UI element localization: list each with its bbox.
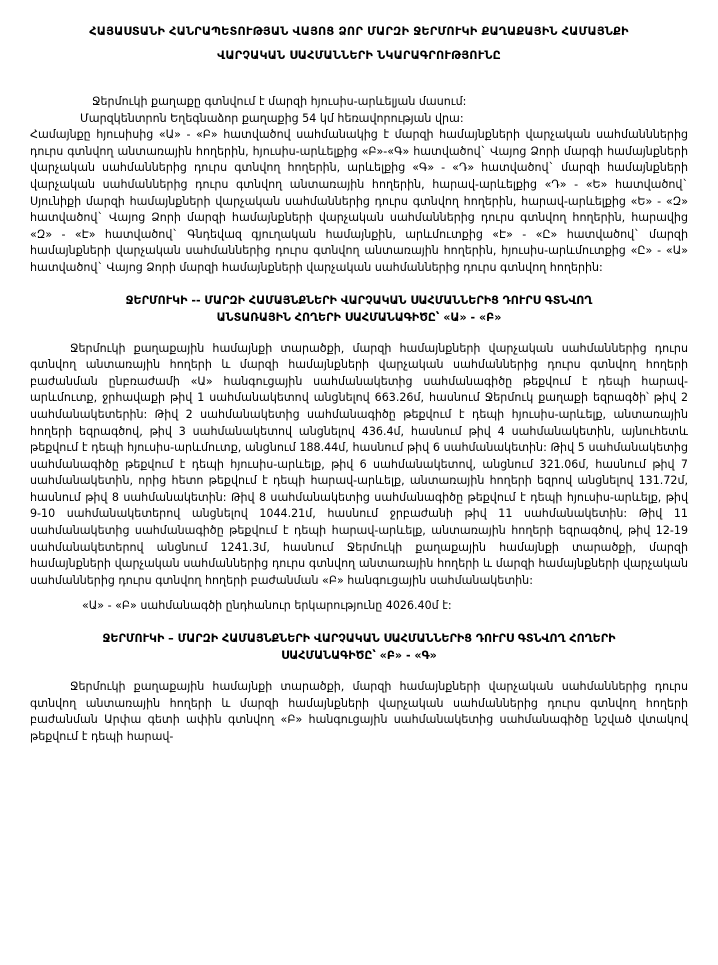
document-title-line-2: ՎԱՐՉԱԿԱՆ ՍԱՀՄԱՆՆԵՐԻ ՆԿԱՐԱԳՐՈՒԹՅՈՒՆԸ (217, 49, 501, 62)
spacer-after-section-2-heading (30, 664, 688, 679)
section-2-heading-line-2: ՍԱՀՄԱՆԱԳԻԾԸ՝ «Բ» - «Գ» (281, 649, 437, 663)
spacer-before-total-1 (30, 589, 688, 598)
section-2-body-text: Ջերմուկի քաղաքային համայնքի տարածքի, մարզի համայնքների վարչական սահմաններից դուրս գտնվող անտառային հողերի և մարզի համայնքների վարչական սահմաններից դուրս գտնվող հողերի բաժանման Արփա գետի ափին գտնվող «Բ» հանգուցային սահմանակետից սահմանագիծը նշված վտակով թեքվում է դեպի հարավ- (30, 680, 688, 743)
section-2-heading (30, 630, 688, 664)
spacer-before-section-1 (30, 277, 688, 292)
spacer-before-section-2 (30, 615, 688, 630)
intro-line-1: Ջերմուկի քաղաքը գտնվում է մարզի հյուսիս-արևելյան մասում: (92, 95, 467, 108)
document-title (30, 20, 688, 68)
section-2-body (30, 679, 688, 745)
paragraph-boundaries-overview: Համայնքը հյուսիսից «Ա» - «Բ» հատվածով սահմանակից է մարզի համայնքների վարչական սահմանններից դուրս գտնվող անտառային հողերին, հյուսիս-արևելքից «Բ»-«Գ» հատվածով` Վայոց Ձորի մարգի համայնքների վարչական սահմաններից դուրս գտնվող հողերին, արևելքից «Գ» - «Դ» հատվածով` մարզի համայնքների վարչական սահմաններից դուրս գտնվող անտառային հողերին, հարավ-արևելքից «Դ» - «Ե» հատվածով` Սյունիքի մարզի համայնքների վարչական սահմաններից դուրս գտնվող հողերին, հարավ-արևելքից «Ե» - «Զ» հատվածով` Վայոց Ձորի մարզի համայնքների վարչական սահմաններից դուրս գտնվող հողերին, հարավից «Զ» - «Է» հատվածով` Գնդեվազ գյուղական համայնքին, արևմուտքից «Է» - «Ը» հատվածով` մարզի համայնքների վարչական սահմաններից դուրս գտնվող անտառային հողերին, հյուսիս-արևմուտքից «Ը» - «Ա» հատվածով` Վայոց Ձորի մարզի համայնքների վարչական սահմաններից դուրս գտնվող հողերին: (30, 128, 688, 274)
section-1-body (30, 341, 688, 590)
section-1-heading-line-1: ՋԵՐՄՈՒԿԻ -- ՄԱՐԶԻ ՀԱՄԱՅՆՔՆԵՐԻ ՎԱՐՉԱԿԱՆ ՍԱՀՄԱՆՆԵՐԻՑ ԴՈՒՐՍ ԳՏՆՎՈՂ (125, 293, 593, 307)
section-1-heading (30, 292, 688, 326)
section-2-heading-line-1: ՋԵՐՄՈՒԿԻ – ՄԱՐԶԻ ՀԱՄԱՅՆՔՆԵՐԻ ՎԱՐՉԱԿԱՆ ՍԱՀՄԱՆՆԵՐԻՑ ԴՈՒՐՍ ԳՏՆՎՈՂ ՀՈՂԵՐԻ (102, 632, 616, 646)
section-1-total-length: «Ա» - «Բ» սահմանագծի ընդհանուր երկարությունը 4026.40մ է: (82, 599, 452, 613)
section-1-body-text: Ջերմուկի քաղաքային համայնքի տարածքի, մարզի համայնքների վարչական սահմաններից դուրս գտնվող անտառային հողերի և մարզի համայնքների վարչական սահմաններից դուրս գտնվող հողերի բաժանման ընբռաժամի «Ա» հանգուցային սահմանակետից սահմանագիծը թեքվում է դեպի հարավ-արևմուտք, ջրհավաքի թիվ 1 սահմանակետով անցնելով 663.26մ, հասնում Ջերմուկ քաղաքի եզրագծի՝ թիվ 2 սահմանակետերին: Թիվ 2 սահմանակետից սահմանագիծը թեքվում է դեպի հյուսիս-արևելք, անտառային հողերի եզրագծով, թիվ 3 սահմանակետով անցնելով 436.4մ, հասնում թիվ 4 սահմանակետին, այնուհետև թեքվում է դեպի հյուսիս-արևմուտք, անցնում 188.44մ, հասնում թիվ 6 սահմանակետին: Թիվ 5 սահմանակետից սահմանագիծը թեքվում է դեպի հյուսիս-արևելք, թիվ 6 սահմանակետով, անցնում 321.06մ, հասնում թիվ 7 սահմանակետին, որից հետո թեքվում է դեպի հարավ-արևելք, անտառային հողերի եզրով անցնելով 131.72մ, հասնում թիվ 8 սահմանակետին: Թիվ 8 սահմանակետից սահմանագիծը թեքվում է դեպի հյուսիս-արևելք, թիվ 9-10 սահմանակետերով անցնելով 1044.21մ, հասնում ջրբաժանի թիվ 11 սահմանակետին: Թիվ 11 սահմանակետից սահմանագիծը թեքվում է դեպի հարավ-արևելք, անտառային հողերի եզրագծով, թիվ 12-19 սահմանակետերով անցնում 1241.3մ, հասնում Ջերմուկի քաղաքային համայնքի տարածքի, մարզի համայնքների վարչական սահմաններից դուրս գտնվող անտառային հողերի և մարզի համայնքների վարչական սահմաններից դուրս գտնվող հողերի բաժանման «Բ» հանգուցային սահմանակետին: (30, 341, 688, 587)
section-1-heading-line-2: ԱՆՏԱՌԱՅԻՆ ՀՈՂԵՐԻ ՍԱՀՄԱՆԱԳԻԾԸ՝ «Ա» - «Բ» (216, 310, 502, 324)
document-title-line-1: ՀԱՅԱՍՏԱՆԻ ՀԱՆՐԱՊԵՏՈՒԹՅԱՆ ՎԱՅՈՑ ՁՈՐ ՄԱՐԶԻ ՋԵՐՄՈՒԿԻ ՔԱՂԱՔԱՅԻՆ ՀԱՄԱՅՆՔԻ (89, 25, 629, 38)
spacer-after-section-1-heading (30, 326, 688, 341)
intro-line-2: Մարզկենտրոն Եղեգնաձոր քաղաքից 54 կմ հեռավորության վրա: (80, 111, 464, 125)
spacer-after-title (30, 68, 688, 94)
